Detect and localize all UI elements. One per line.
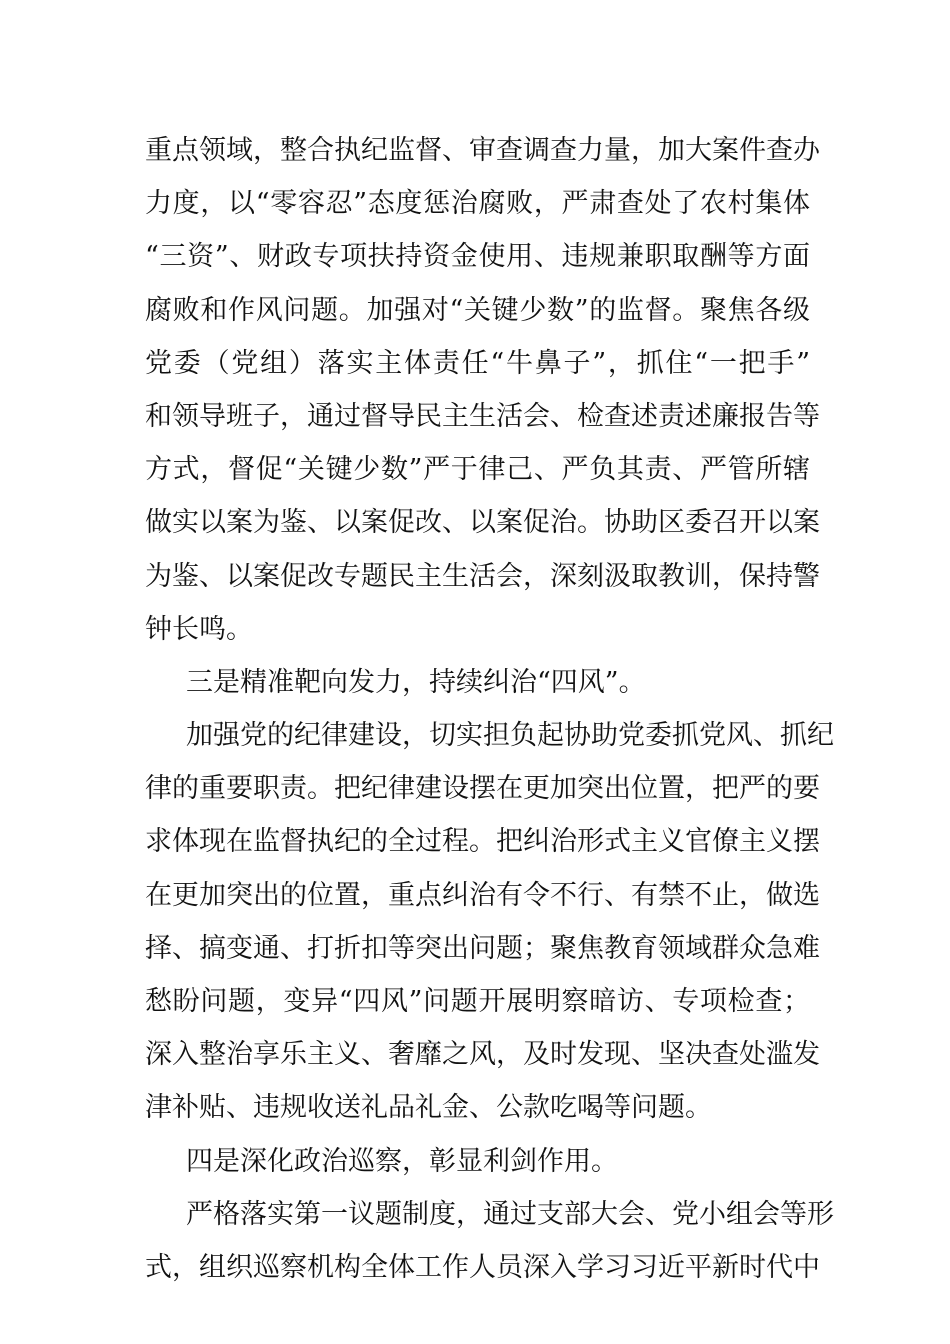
text-line: 党委（党组）落实主体责任“牛鼻子”，抓住“一把手” — [145, 347, 810, 379]
text-line: 方式，督促“关键少数”严于律己、严负其责、严管所辖 — [145, 454, 810, 486]
text-line: 钟长鸣。 — [145, 613, 253, 645]
section-heading: 三是精准靶向发力，持续纠治“四风”。 — [186, 666, 646, 698]
text-line: 深入整治享乐主义、奢靡之风，及时发现、坚决查处滥发 — [145, 1039, 820, 1071]
text-line: 腐败和作风问题。加强对“关键少数”的监督。聚焦各级 — [145, 294, 810, 326]
text-line: 在更加突出的位置，重点纠治有令不行、有禁不止，做选 — [145, 879, 820, 911]
text-line: 做实以案为鉴、以案促改、以案促治。协助区委召开以案 — [145, 507, 820, 539]
text-line: 津补贴、违规收送礼品礼金、公款吃喝等问题。 — [145, 1092, 712, 1124]
paragraph-first-line: 加强党的纪律建设，切实担负起协助党委抓党风、抓纪 — [186, 720, 834, 752]
paragraph-first-line: 严格落实第一议题制度，通过支部大会、党小组会等形 — [186, 1198, 834, 1230]
text-line: 力度，以“零容忍”态度惩治腐败，严肃查处了农村集体 — [145, 188, 810, 220]
section-heading: 四是深化政治巡察，彰显利剑作用。 — [186, 1145, 618, 1177]
document-body — [145, 124, 834, 1294]
text-line: 重点领域，整合执纪监督、审查调查力量，加大案件查办 — [145, 135, 820, 166]
text-line: 律的重要职责。把纪律建设摆在更加突出位置，把严的要 — [145, 773, 820, 805]
text-line: 择、搞变通、打折扣等突出问题；聚焦教育领域群众急难 — [145, 932, 820, 964]
text-line: 和领导班子，通过督导民主生活会、检查述责述廉报告等 — [145, 400, 820, 432]
text-line: 为鉴、以案促改专题民主生活会，深刻汲取教训，保持警 — [145, 560, 820, 592]
text-line: “三资”、财政专项扶持资金使用、违规兼职取酬等方面 — [145, 241, 810, 273]
text-line: 愁盼问题，变异“四风”问题开展明察暗访、专项检查； — [145, 986, 810, 1017]
text-line: 式，组织巡察机构全体工作人员深入学习习近平新时代中 — [145, 1251, 820, 1283]
text-line: 求体现在监督执纪的全过程。把纠治形式主义官僚主义摆 — [145, 826, 820, 858]
